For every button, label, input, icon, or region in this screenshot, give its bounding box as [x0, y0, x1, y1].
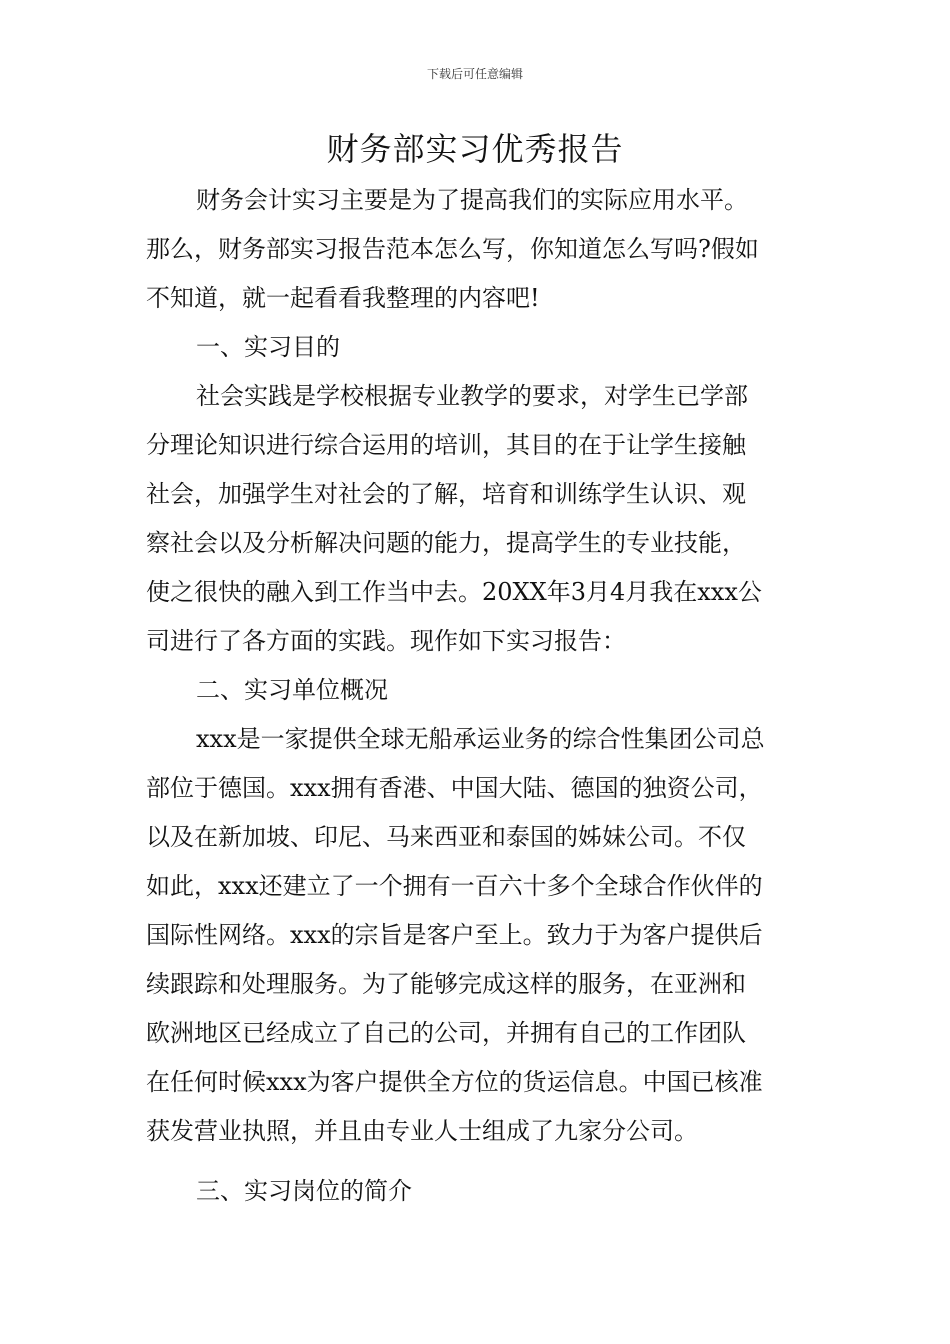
paragraph-line: 获发营业执照，并且由专业人士组成了九家分公司。 [146, 1117, 698, 1145]
paragraph-line: 续跟踪和处理服务。为了能够完成这样的服务，在亚洲和 [146, 970, 746, 998]
paragraph-line: 不知道，就一起看看我整理的内容吧! [146, 284, 540, 312]
paragraph-line: 如此，xxx还建立了一个拥有一百六十多个全球合作伙伴的 [146, 872, 763, 900]
paragraph-line: xxx是一家提供全球无船承运业务的综合性集团公司总 [196, 725, 765, 753]
paragraph-line: 社会实践是学校根据专业教学的要求，对学生已学部 [196, 382, 748, 410]
paragraph-line: 使之很快的融入到工作当中去。20XX年3月4月我在xxx公 [146, 578, 762, 606]
section-heading: 三、实习岗位的简介 [196, 1177, 412, 1205]
section-heading: 一、实习目的 [196, 333, 340, 361]
paragraph-line: 国际性网络。xxx的宗旨是客户至上。致力于为客户提供后 [146, 921, 763, 949]
paragraph-line: 在任何时候xxx为客户提供全方位的货运信息。中国已核准 [146, 1068, 763, 1096]
section-spacer [146, 1156, 810, 1167]
paragraph-line: 财务会计实习主要是为了提高我们的实际应用水平。 [196, 186, 748, 214]
document-body [146, 176, 810, 1216]
paragraph-line: 察社会以及分析解决问题的能力，提高学生的专业技能， [146, 529, 746, 557]
paragraph-line: 分理论知识进行综合运用的培训，其目的在于让学生接触 [146, 431, 746, 459]
section-heading: 二、实习单位概况 [196, 676, 388, 704]
paragraph-line: 司进行了各方面的实践。现作如下实习报告： [146, 627, 626, 655]
paragraph-line: 社会，加强学生对社会的了解，培育和训练学生认识、观 [146, 480, 746, 508]
page-title: 财务部实习优秀报告 [326, 130, 624, 168]
paragraph-line: 部位于德国。xxx拥有香港、中国大陆、德国的独资公司， [146, 774, 763, 802]
paragraph-line: 以及在新加坡、印尼、马来西亚和泰国的姊妹公司。不仅 [146, 823, 746, 851]
paragraph-line: 那么，财务部实习报告范本怎么写，你知道怎么写吗?假如 [146, 235, 759, 263]
paragraph-line: 欧洲地区已经成立了自己的公司，并拥有自己的工作团队 [146, 1019, 746, 1047]
header-note: 下载后可任意编辑 [426, 67, 523, 81]
